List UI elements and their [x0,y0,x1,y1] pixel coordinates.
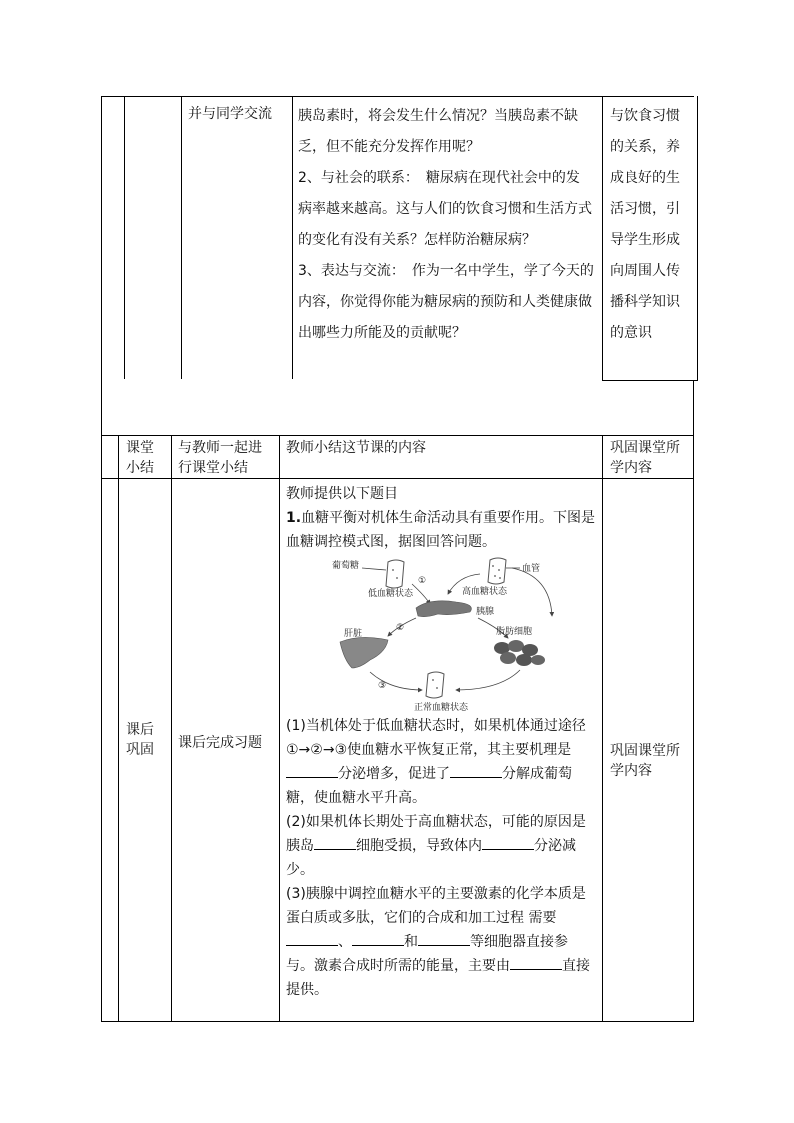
intent-line: 导学生形成 [610,232,680,248]
part-1-line: ①→②→③使血糖水平恢复正常，其主要机理是 [286,742,572,758]
table-border [181,96,182,379]
question-intro-block [286,482,598,554]
summary-activity-line: 与教师一起进 [178,440,262,456]
part-3-line: 蛋白质或多肽，它们的合成和加工过程 需要 [286,910,557,926]
question-1-text: 血糖平衡对机体生命活动具有重要作用。下图是 [301,510,596,526]
intent-line: 向周围人传 [610,263,680,279]
vessel-low-icon [386,560,404,588]
activity-cell: 并与同学交流 [188,106,272,122]
part-3-line [286,954,598,978]
label-pancreas: 胰腺 [476,607,495,617]
table-border [602,96,603,381]
summary-intent [610,438,680,478]
part-3-text: 和 [404,934,418,950]
summary-activity [178,438,262,478]
intent-line: 与饮食习惯 [610,108,680,124]
vessel-normal-icon [426,672,444,698]
discussion-text [298,101,598,349]
vessel-high-icon [488,558,506,584]
part-1-text: 分解成葡萄 [502,766,572,782]
discussion-line: 内容，你觉得你能为糖尿病的预防和人类健康做 [298,294,592,310]
summary-stage [126,438,154,478]
homework-intent-line: 学内容 [610,763,652,779]
label-liver: 肝脏 [344,629,363,639]
part-3-text: 直接 [562,958,590,974]
label-low: 低血糖状态 [368,589,414,599]
table-border [171,435,172,1022]
summary-stage-line: 课堂 [126,440,154,456]
discussion-line: 2、与社会的联系： 糖尿病在现代社会中的发 [298,170,580,186]
part-2-text: 细胞受损，导致体内 [356,838,482,854]
homework-stage [126,720,154,760]
part-2-text: 分泌减 [534,838,576,854]
discussion-line: 胰岛素时，将会发生什么情况？当胰岛素不缺 [298,108,578,124]
discussion-line: 出哪些力所能及的贡献呢？ [298,325,466,341]
homework-stage-line: 巩固 [126,742,154,758]
table-border [101,1021,694,1022]
part-2-text: 胰岛 [286,838,314,854]
question-intro: 教师提供以下题目 [286,486,398,502]
intent-line: 的意识 [610,325,652,341]
part-2-line [286,834,598,858]
intent-text [610,101,694,349]
answer-blank[interactable] [482,835,534,850]
part-3-text: 等细胞器直接参 [470,934,568,950]
intent-line: 成良好的生 [610,170,680,186]
summary-intent-line: 学内容 [610,460,652,476]
table-border [101,478,694,479]
intent-line: 播科学知识 [610,294,680,310]
label-vessel: 血管 [522,564,541,574]
part-3-line: (3)胰腺中调控血糖水平的主要激素的化学本质是 [286,886,586,902]
answer-blank[interactable] [352,931,404,946]
part-3-line [286,930,598,954]
part-3-text: 、 [338,934,352,950]
discussion-line: 的变化有没有关系？怎样防治糖尿病？ [298,232,536,248]
table-border [118,435,119,1022]
part-1-text: 分泌增多，促进了 [338,766,450,782]
table-border [693,380,694,1022]
discussion-line: 乏，但不能充分发挥作用呢？ [298,139,480,155]
part-2-line: 少。 [286,862,314,878]
label-glucose: 葡萄糖 [332,561,360,571]
table-border [101,435,694,436]
pancreas-icon [416,601,471,617]
part-1-line: 糖，使血糖水平升高。 [286,790,426,806]
question-number: 1. [286,510,302,526]
summary-activity-line: 行课堂小结 [178,460,248,476]
blood-glucose-diagram [330,556,600,716]
table-border [697,96,698,381]
homework-stage-line: 课后 [126,722,154,738]
part-2-line: (2)如果机体长期处于高血糖状态，可能的原因是 [286,814,586,830]
table-border [101,96,694,97]
table-border [101,96,102,1022]
answer-blank[interactable] [314,835,356,850]
question-1-line: 血糖调控模式图，据图回答问题。 [286,534,496,550]
table-border [279,435,280,1022]
label-route-2: ② [396,623,405,633]
homework-intent-line: 巩固课堂所 [610,743,680,759]
answer-blank[interactable] [510,955,562,970]
label-normal: 正常血糖状态 [414,703,469,713]
intent-line: 活习惯，引 [610,201,680,217]
part-3-text: 与。激素合成时所需的能量，主要由 [286,958,510,974]
answer-blank[interactable] [418,931,470,946]
table-border [124,96,125,379]
discussion-line: 3、表达与交流： 作为一名中学生，学了今天的 [298,263,594,279]
part-3-line: 提供。 [286,982,328,998]
label-route-1: ① [418,576,427,586]
table-border [602,435,603,1022]
question-1-line [286,506,598,530]
liver-icon [340,637,388,668]
label-route-3: ③ [378,681,387,691]
part-1-line: (1)当机体处于低血糖状态时，如果机体通过途径 [286,718,586,734]
label-fat: 脂肪细胞 [496,627,533,637]
question-parts [286,714,598,1002]
label-high: 高血糖状态 [462,587,508,597]
answer-blank[interactable] [286,931,338,946]
homework-activity: 课后完成习题 [178,735,262,751]
fat-cells-icon [494,640,545,666]
part-1-line [286,762,598,786]
homework-intent [610,741,680,781]
table-border [292,96,293,379]
answer-blank[interactable] [450,763,502,778]
summary-intent-line: 巩固课堂所 [610,440,680,456]
discussion-line: 病率越来越高。这与人们的饮食习惯和生活方式 [298,201,592,217]
intent-line: 的关系，养 [610,139,680,155]
summary-stage-line: 小结 [126,460,154,476]
answer-blank[interactable] [286,763,338,778]
summary-content: 教师小结这节课的内容 [286,440,426,456]
table-border [602,380,698,381]
